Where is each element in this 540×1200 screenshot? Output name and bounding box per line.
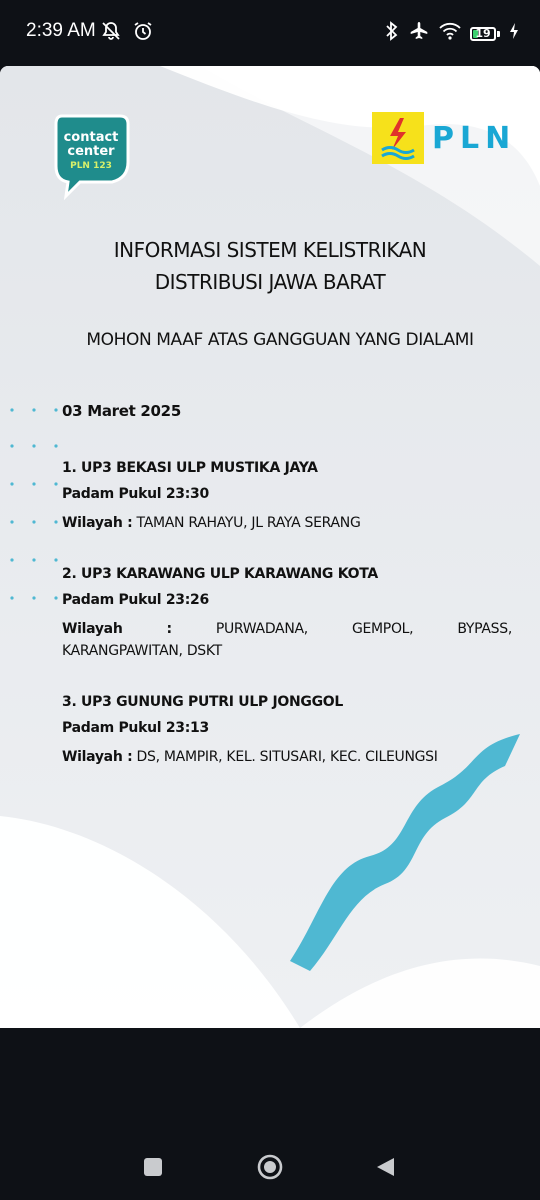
status-icons-right — [384, 20, 520, 47]
bluetooth-icon — [384, 20, 400, 47]
title-line-2: DISTRIBUSI JAWA BARAT — [154, 270, 386, 294]
pln-logo — [372, 112, 516, 164]
area-text: DS, MAMPIR, KEL. SITUSARI, KEC. CILEUNGSI — [136, 749, 438, 765]
dots-decoration — [8, 404, 68, 604]
navigation-bar — [0, 1140, 540, 1196]
status-bar — [0, 0, 540, 64]
charging-icon — [508, 20, 520, 47]
title-line-1: INFORMASI SISTEM KELISTRIKAN — [113, 238, 427, 262]
battery-level: 19 — [475, 26, 491, 40]
outage-item — [62, 460, 512, 534]
outage-area — [62, 618, 512, 662]
status-time: 2:39 AM — [26, 20, 96, 41]
outage-time: Padam Pukul 23:26 — [62, 592, 209, 608]
contact-center-text-1: contact — [63, 130, 119, 145]
area-label: Wilayah : — [62, 515, 133, 531]
outage-item — [62, 694, 512, 768]
alarm-icon — [132, 20, 154, 47]
contact-center-text-3: PLN 123 — [70, 161, 112, 171]
status-icons-left — [100, 20, 154, 47]
area-word: PURWADANA, — [215, 621, 308, 637]
back-icon[interactable] — [374, 1156, 396, 1183]
outage-title: 3. UP3 GUNUNG PUTRI ULP JONGGOL — [62, 694, 344, 710]
outage-item — [62, 566, 512, 662]
mute-notification-icon — [100, 20, 122, 47]
area-label: Wilayah — [62, 621, 123, 637]
area-word: GEMPOL, — [351, 621, 414, 637]
area-text-line-2: KARANGPAWITAN, DSKT — [62, 643, 222, 659]
outage-title: 2. UP3 KARAWANG ULP KARAWANG KOTA — [62, 566, 378, 582]
area-colon: : — [166, 621, 172, 637]
outage-content — [62, 402, 512, 800]
outage-time: Padam Pukul 23:13 — [62, 720, 209, 736]
outage-area — [62, 512, 512, 534]
wifi-icon — [438, 20, 462, 47]
home-icon[interactable] — [256, 1153, 284, 1186]
area-label: Wilayah : — [62, 749, 133, 765]
announcement-image — [0, 66, 540, 1028]
recent-apps-icon[interactable] — [142, 1156, 164, 1183]
airplane-icon — [408, 20, 430, 47]
subtitle: MOHON MAAF ATAS GANGGUAN YANG DIALAMI — [86, 330, 474, 350]
date: 03 Maret 2025 — [62, 402, 181, 420]
contact-center-logo — [52, 112, 130, 200]
pln-text: PLN — [432, 120, 517, 156]
area-word: BYPASS, — [457, 621, 512, 637]
outage-title: 1. UP3 BEKASI ULP MUSTIKA JAYA — [62, 460, 318, 476]
outage-area — [62, 746, 512, 768]
area-text: TAMAN RAHAYU, JL RAYA SERANG — [136, 515, 361, 531]
pln-emblem-icon — [372, 112, 424, 164]
battery-icon — [470, 27, 500, 41]
contact-center-text-2: center — [67, 144, 115, 159]
outage-time: Padam Pukul 23:30 — [62, 486, 209, 502]
